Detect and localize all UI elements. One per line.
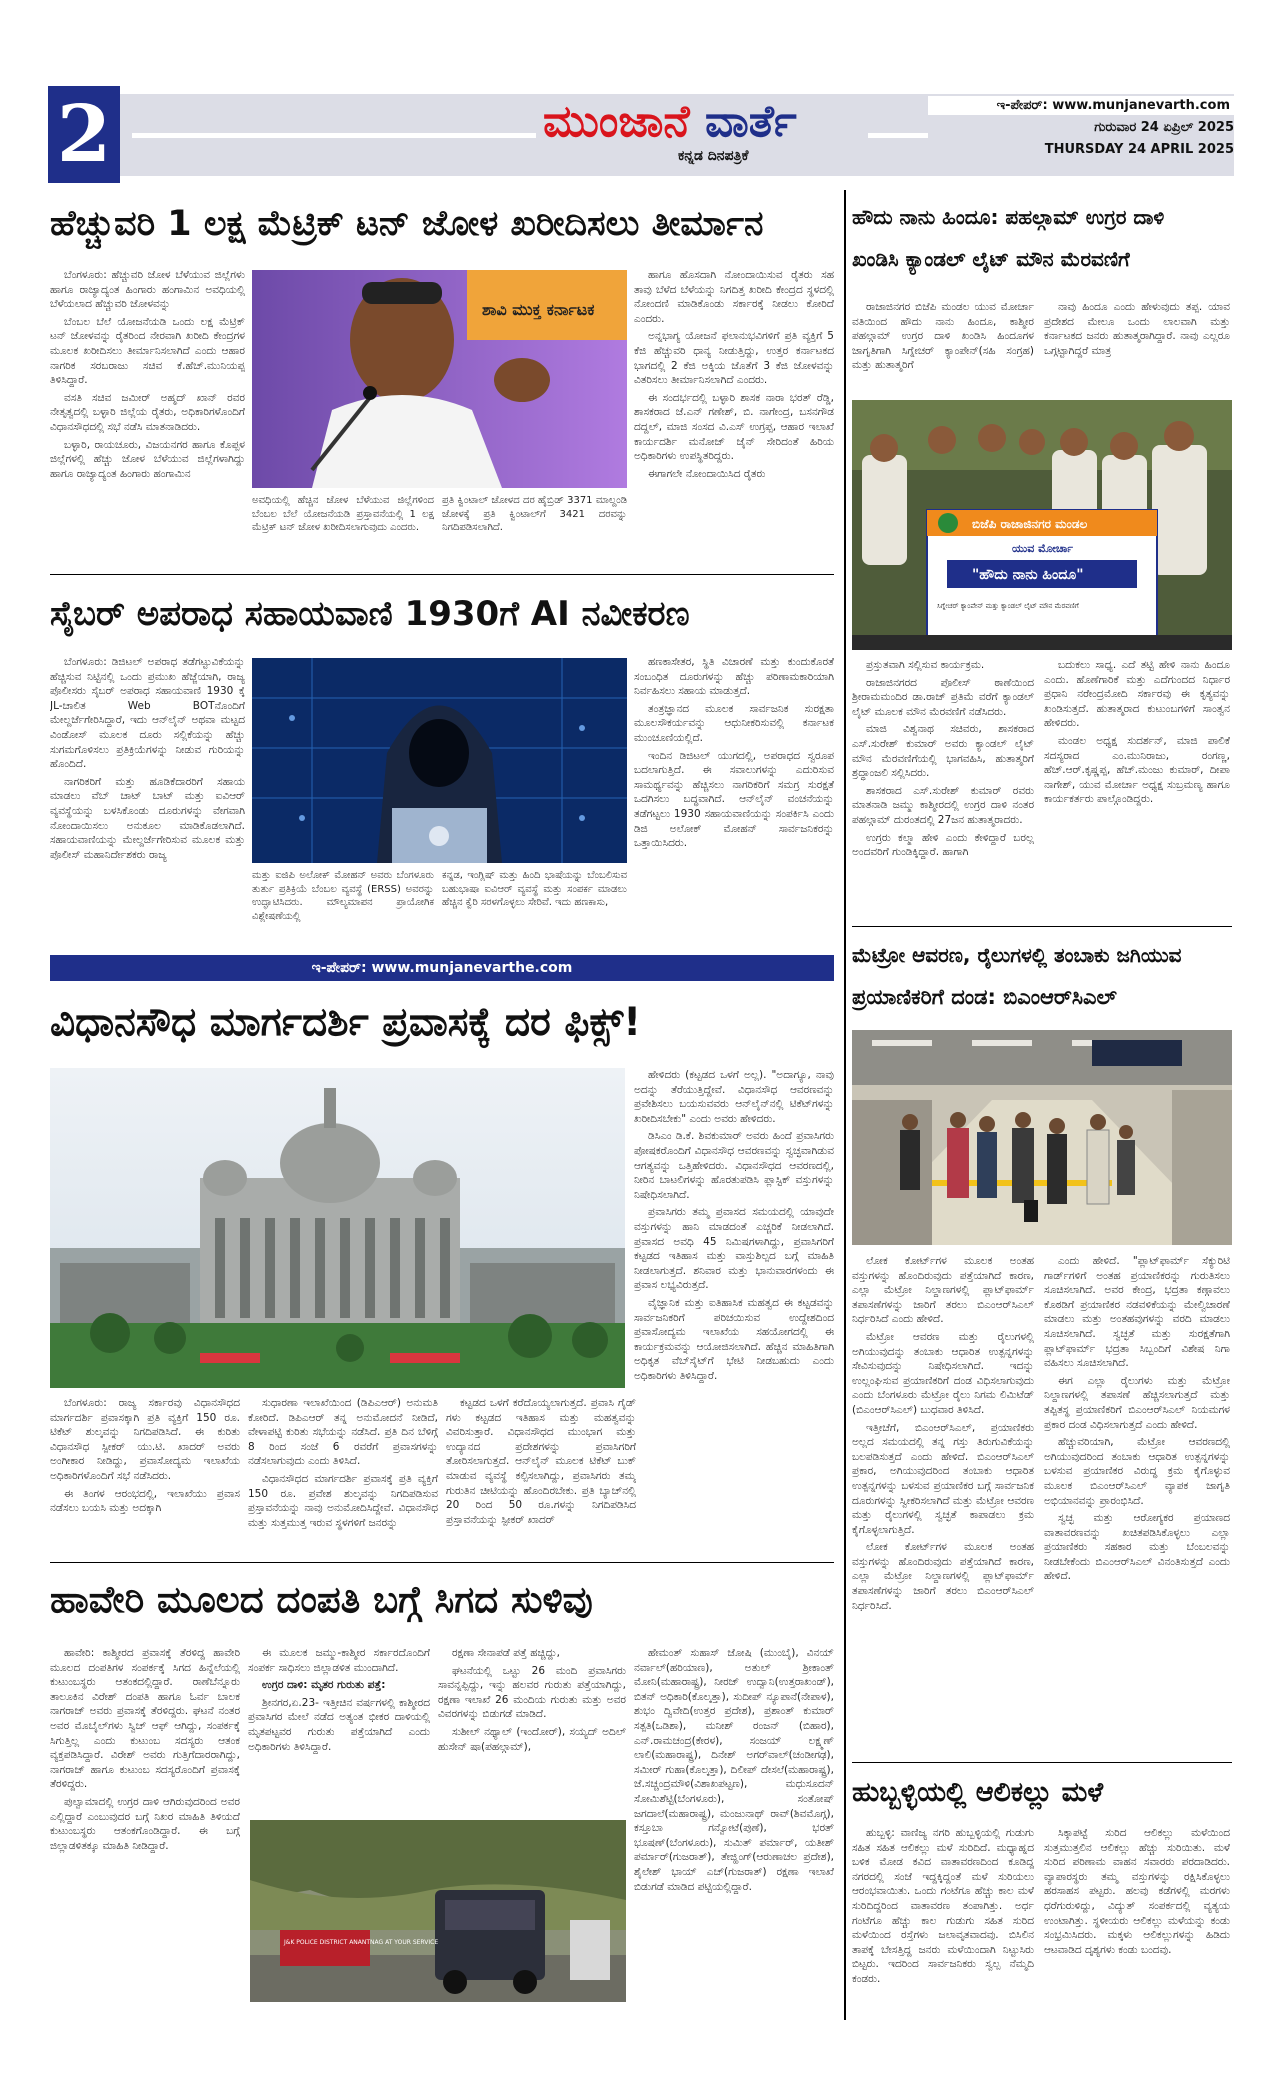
paragraph: ಈಗ ಎಲ್ಲಾ ರೈಲುಗಳು ಮತ್ತು ಮೆಟ್ರೋ ನಿಲ್ದಾಣಗಳಲ್ಲಿ ತಪಾಸಣೆ ಹೆಚ್ಚಿಸಲಾಗುತ್ತದೆ ಮತ್ತು ತಪ್ಪಿತಸ್ಥ ಪ್ರಯಾಣಿಕರಿಗೆ ಬಿಎಂಆರ್‌ಸಿಎಲ್ ನಿಯಮಗಳ ಪ್ರಕಾರ ದಂಡ ವಿಧಿಸಲಾಗುತ್ತದೆ ಎಂದು ಹೇಳಿದೆ. [1044, 1374, 1230, 1431]
story4-col4 [634, 1646, 834, 2006]
story2-photo [252, 658, 627, 863]
story2-photo-caption: ಮತ್ತು ಐಜಿಪಿ ಅಲೋಕ್ ಮೋಹನ್ ಅವರು ಬೆಂಗಳೂರು ತುರ್ತು ಪ್ರತಿಕ್ರಿಯೆ ಬೆಂಬಲ ವ್ಯವಸ್ಥೆ (ERSS) ಅವರನ್ನು ಉದ್ಘಾಟಿಸಿದರು. ಮೌಲ್ಯಮಾಪನ ಪ್ರಾಯೋಗಿಕ ವಿಶ್ಲೇಷಣೆಯಲ್ಲಿ [252, 870, 434, 922]
story3-right-col [634, 1068, 834, 1388]
story3-photo [50, 1068, 625, 1388]
story4-headline: ಹಾವೇರಿ ಮೂಲದ ದಂಪತಿ ಬಗ್ಗೆ ಸಿಗದ ಸುಳಿವು [50, 1578, 593, 1621]
paragraph: ರಾಜಾಜಿನಗರ ಬಿಜೆಪಿ ಮಂಡಲ ಯುವ ಮೋರ್ಚಾ ವತಿಯಿಂದ ಹೌದು ನಾನು ಹಿಂದೂ, ಕಾಶ್ಮೀರ ಪಹಲ್ಗಾಮ್ ಉಗ್ರರ ದಾಳಿ ಖಂಡಿಸಿ ಹಿಂದೂಗಳ ಜಾಗೃತಿಗಾಗಿ ಸಿಗ್ನೇಚರ್ ಕ್ಯಾಂಪೇನ್(ಸಹಿ ಸಂಗ್ರಹ) ಮತ್ತು ಹುತಾತ್ಮರಿಗೆ [852, 301, 1034, 372]
story4-col1 [50, 1646, 240, 2006]
paragraph: ಶ್ರೀನಗರ,ಏ.23- ಇತ್ತೀಚಿನ ವರ್ಷಗಳಲ್ಲಿ ಕಾಶ್ಮೀರದ ಪ್ರವಾಸಿಗರ ಮೇಲೆ ನಡೆದ ಅತ್ಯಂತ ಭೀಕರ ದಾಳಿಯಲ್ಲಿ ಮೃತಪಟ್ಟವರ ಗುರುತು ಪತ್ತೆಯಾಗಿದೆ ಎಂದು ಅಧಿಕಾರಿಗಳು ತಿಳಿಸಿದ್ದಾರೆ. [248, 1696, 430, 1753]
paragraph: ಹಾವೇರಿ: ಕಾಶ್ಮೀರದ ಪ್ರವಾಸಕ್ಕೆ ತೆರಳಿದ್ದ ಹಾವೇರಿ ಮೂಲದ ದಂಪತಿಗಳ ಸಂಪರ್ಕಕ್ಕೆ ಸಿಗದ ಹಿನ್ನೆಲೆಯಲ್ಲಿ ಕುಟುಂಬಸ್ಥರು ಆತಂಕದಲ್ಲಿದ್ದಾರೆ. ರಾಣೆಬೆನ್ನೂರು ತಾಲೂಕಿನ ವಿರೇಶ್ ದಂಪತಿ ಹಾಗೂ ಓರ್ವ ಬಾಲಕ ನಾಗರಾಜ್ ಅವರು ಪ್ರವಾಸಕ್ಕೆ ತೆರಳಿದ್ದರು. ಘಟನೆ ನಂತರ ಅವರ ಮೊಬೈಲ್‌ಗಳು ಸ್ವಿಚ್ ಆಫ್ ಆಗಿದ್ದು, ಸಂಪರ್ಕಕ್ಕೆ ಸಿಗುತ್ತಿಲ್ಲ ಎಂದು ಕುಟುಂಬ ಸದಸ್ಯರು ಆತಂಕ ವ್ಯಕ್ತಪಡಿಸಿದ್ದಾರೆ. ವಿರೇಶ್ ಅವರು ಗುತ್ತಿಗೆದಾರರಾಗಿದ್ದು, ನಾಗರಾಜ್ ಹಾಗೂ ಕುಟುಂಬ ಸದಸ್ಯರೊಂದಿಗೆ ಪ್ರವಾಸಕ್ಕೆ ತೆರಳಿದ್ದರು. [50, 1647, 240, 1791]
paragraph: ಇತ್ತೀಚೆಗೆ, ಬಿಎಂಆರ್‌ಸಿಎಲ್, ಪ್ರಯಾಣಿಕರು ಅಲ್ಲದ ಸಮಯದಲ್ಲಿ ತನ್ನ ಗಸ್ತು ತಿರುಗುವಿಕೆಯನ್ನು ಬಲಪಡಿಸುತ್ತದೆ ಎಂದು ಹೇಳಿದೆ. ಬಿಎಂಆರ್‌ಸಿಎಲ್ ಪ್ರಕಾರ, ಅಗಿಯುವುದರಿಂದ ತಂಬಾಕು ಆಧಾರಿತ ಉತ್ಪನ್ನಗಳನ್ನು ಬಳಸುವ ಪ್ರಯಾಣಿಕರ ಬಗ್ಗೆ ಸಾರ್ವಜನಿಕ ದೂರುಗಳನ್ನು ಸ್ವೀಕರಿಸಲಾಗಿದೆ ಮತ್ತು ಮೆಟ್ರೋ ಆವರಣ ಮತ್ತು ರೈಲುಗಳಲ್ಲಿ ಸ್ವಚ್ಛತೆ ಕಾಪಾಡಲು ಕ್ರಮ ಕೈಗೊಳ್ಳಲಾಗುತ್ತಿದೆ. [852, 1421, 1034, 1536]
paragraph: ಹಾಗೂ ಹೊಸದಾಗಿ ನೋಂದಾಯಿಸುವ ರೈತರು ಸಹ ತಾವು ಬೆಳೆದ ಬೆಳೆಯನ್ನು ನಿಗದಿತ್ತ ಖರೀದಿ ಕೇಂದ್ರದ ಸ್ಥಳದಲ್ಲಿ ನೋಂದಣಿ ಮಾಡಿಕೊಂಡು ಸರ್ಕಾರಕ್ಕೆ ನೀಡಲು ಕೋರಿದೆ ಎಂದರು. [634, 269, 834, 325]
story6-col2 [1044, 1254, 1230, 1754]
epaper-bar[interactable] [50, 955, 834, 981]
masthead-tagline: ಕನ್ನಡ ದಿನಪತ್ರಿಕೆ [678, 148, 749, 164]
paragraph: ಈ ಸಂದರ್ಭದಲ್ಲಿ ಬಳ್ಳಾರಿ ಶಾಸಕ ನಾರಾ ಭರತ್ ರೆಡ್ಡಿ, ಶಾಸಕರಾದ ಜೆ.ಎನ್ ಗಣೇಶ್, ಬಿ. ನಾಗೇಂದ್ರ, ಬಸನಗೌಡ ದದ್ದಲ್, ಮಾಜಿ ಸಂಸದ ವಿ.ಎಸ್ ಉಗ್ರಪ್ಪ, ಆಹಾರ ಇಲಾಖೆ ಕಾರ್ಯದರ್ಶಿ ಮನೋಜ್ ಜೈನ್ ಸೇರಿದಂತೆ ಹಿರಿಯ ಅಧಿಕಾರಿಗಳು ಉಪಸ್ಥಿತರಿದ್ದರು. [634, 391, 834, 463]
photo-sign-text: J&K POLICE DISTRICT ANANTNAG AT YOUR SERVICE [284, 1939, 439, 1946]
paragraph: ಹಣಕಾಸೇತರ, ಸ್ಥಿತಿ ವಿಚಾರಣೆ ಮತ್ತು ಕುಂದುಕೊರತೆ ಸಂಬಂಧಿತ ದೂರುಗಳನ್ನು ಹೆಚ್ಚು ಪರಿಣಾಮಕಾರಿಯಾಗಿ ನಿರ್ವಹಿಸಲು ಸಹಾಯ ಮಾಡುತ್ತದೆ. [634, 656, 834, 698]
story7-col1 [852, 1826, 1034, 2006]
paragraph: ಪುಲ್ವಾಮಾದಲ್ಲಿ ಉಗ್ರರ ದಾಳಿ ಆಗಿರುವುದರಿಂದ ಅವರ ಎಲ್ಲಿದ್ದಾರೆ ಎಂಬುವುದರ ಬಗ್ಗೆ ನಿಖರ ಮಾಹಿತಿ ತಿಳಿಯದೆ ಕುಟುಂಬಸ್ಥರು ಆತಂಕಗೊಂಡಿದ್ದಾರೆ. ಈ ಬಗ್ಗೆ ಜಿಲ್ಲಾಡಳಿತಕ್ಕೂ ಮಾಹಿತಿ ನೀಡಿದ್ದಾರೆ. [50, 1795, 240, 1852]
column-divider [844, 190, 846, 2020]
paragraph: ತಂತ್ರಜ್ಞಾನದ ಮೂಲಕ ಸಾರ್ವಜನಿಕ ಸುರಕ್ಷತಾ ಮೂಲಸೌಕರ್ಯವನ್ನು ಆಧುನೀಕರಿಸುವಲ್ಲಿ ಕರ್ನಾಟಕ ಮುಂಚೂಣಿಯಲ್ಲಿದೆ. [634, 702, 834, 744]
paragraph: ಬಳ್ಳಾರಿ, ರಾಯಚೂರು, ವಿಜಯನಗರ ಹಾಗೂ ಕೊಪ್ಪಳ ಜಿಲ್ಲೆಗಳಲ್ಲಿ ಹೆಚ್ಚು ಜೋಳ ಬೆಳೆಯುವ ಜಿಲ್ಲೆಗಳಾಗಿದ್ದು ಹಾಗೂ ರಾಜ್ಯಾದ್ಯಂತ ಹಿಂಗಾರು ಹಂಗಾಮಿನ [50, 438, 245, 480]
paragraph: ವಸತಿ ಸಚಿವ ಜಮೀರ್ ಅಹ್ಮದ್ ಖಾನ್ ರವರ ನೇತೃತ್ವದಲ್ಲಿ ಬಳ್ಳಾರಿ ಜಿಲ್ಲೆಯ ರೈತರು, ಅಧಿಕಾರಿಗಳೊಂದಿಗೆ ವಿಧಾನಸೌಧದಲ್ಲಿ ಸಭೆ ನಡೆಸಿ ಮಾತನಾಡಿದರು. [50, 391, 245, 433]
story4-col2 [248, 1646, 430, 1816]
story1-photo [252, 270, 627, 488]
paragraph: ನಾವು ಹಿಂದೂ ಎಂದು ಹೇಳುವುದು ತಪ್ಪ. ಯಾವ ಪ್ರದೇಶದ ಮೇಲೂ ಒಂದು ಲಾಲವಾಗಿ ಮತ್ತು ಕರ್ನಾಟಕದ ಜನರು ಹುತಾತ್ಮರಾಗಿದ್ದಾರೆ. ನಾವು ಎಲ್ಲರೂ ಒಗ್ಗಟ್ಟಾಗಿದ್ದರೆ ಮಾತ್ರ [1044, 301, 1230, 357]
separator [852, 926, 1232, 927]
story1-col1 [50, 268, 245, 568]
story7-col2 [1044, 1826, 1230, 2006]
story4-col3 [438, 1646, 626, 1816]
paragraph: ಘಟನೆಯಲ್ಲಿ ಒಟ್ಟು 26 ಮಂದಿ ಪ್ರವಾಸಿಗರು ಸಾವನ್ನಪ್ಪಿದ್ದು, ಇನ್ನು ಹಲವರ ಗುರುತು ಪತ್ತೆಯಾಗಿದ್ದು, ರಕ್ಷಣಾ ಇಲಾಖೆ 26 ಮಂದಿಯ ಗುರುತು ಮತ್ತು ಅವರ ವಿವರಗಳನ್ನು ಬಿಡುಗಡೆ ಮಾಡಿದೆ. [438, 1664, 626, 1721]
masthead-line-right [868, 133, 928, 138]
epaper-link-top[interactable]: ಇ-ಪೇಪರ್: www.munjanevarth.com [928, 96, 1234, 115]
masthead [48, 86, 1234, 183]
story5-col1 [852, 300, 1034, 396]
story5-headline-line1: ಹೌದು ನಾನು ಹಿಂದೂ: ಪಹಲ್ಗಾಮ್ ಉಗ್ರರ ದಾಳಿ [852, 205, 1165, 229]
masthead-title [543, 94, 943, 150]
paragraph: ಇಂದಿನ ಡಿಜಿಟಲ್ ಯುಗದಲ್ಲಿ, ಅಪರಾಧದ ಸ್ವರೂಪ ಬದಲಾಗುತ್ತಿದೆ. ಈ ಸವಾಲುಗಳನ್ನು ಎದುರಿಸುವ ಸಾಮರ್ಥ್ಯವನ್ನು ಹೆಚ್ಚಿಸಲು ನಾಗರಿಕರಿಗೆ ಸಮಗ್ರ ಸುರಕ್ಷತೆ ಒದಗಿಸಲು ಬದ್ಧವಾಗಿದೆ. ಆನ್‌ಲೈನ್ ವಂಚನೆಯನ್ನು ತಡೆಗಟ್ಟಲು 1930 ಸಹಾಯವಾಣಿಯನ್ನು ಸಂಪರ್ಕಿಸಿ ಎಂದು ಡಿಜಿ ಅಲೋಕ್ ಮೋಹನ್ ಸಾರ್ವಜನಿಕರನ್ನು ಒತ್ತಾಯಿಸಿದರು. [634, 749, 834, 850]
paragraph: ನಾಗರಿಕರಿಗೆ ಮತ್ತು ಹೂಡಿಕೆದಾರರಿಗೆ ಸಹಾಯ ಮಾಡಲು ವೆಬ್ ಚಾಟ್ ಬಾಟ್ ಮತ್ತು ಐವಿಆರ್ ವ್ಯವಸ್ಥೆಯನ್ನು ಬಳಸಿಕೊಂಡು ದೂರುಗಳನ್ನು ವೇಗವಾಗಿ ನೋಂದಾಯಿಸಲು ಅನುಕೂಲ ಮಾಡಿಕೊಡಲಾಗಿದೆ. ಸಹಾಯವಾಣಿಯನ್ನು ಮೇಲ್ದರ್ಜೆಗೇರಿಸುವ ಮೂಲಕ ಮತ್ತು ಪೊಲೀಸ್ ಮಹಾನಿರ್ದೇಶಕರು ರಾಜ್ಯ [50, 775, 245, 861]
separator [50, 574, 834, 575]
story4-photo [250, 1820, 626, 2002]
paragraph: ಹೆಚ್ಚುವರಿಯಾಗಿ, ಮೆಟ್ರೋ ಆವರಣದಲ್ಲಿ ಅಗಿಯುವುದರಿಂದ ತಂಬಾಕು ಆಧಾರಿತ ಉತ್ಪನ್ನಗಳನ್ನು ಬಳಸುವ ಪ್ರಯಾಣಿಕರ ವಿರುದ್ಧ ಕ್ರಮ ಕೈಗೊಳ್ಳುವ ಮೂಲಕ ಬಿಎಂಆರ್‌ಸಿಎಲ್ ವ್ಯಾಪಕ ಜಾಗೃತಿ ಅಭಿಯಾನವನ್ನು ಪ್ರಾರಂಭಿಸಿದೆ. [1044, 1436, 1230, 1507]
photo-banner-text: ಶಾವಿ ಮುಕ್ತ ಕರ್ನಾಟಕ [482, 300, 595, 319]
banner-sub-text: ಯುವ ಮೋರ್ಚಾ [1012, 542, 1073, 555]
paragraph: ಬೆಂಗಳೂರು: ರಾಜ್ಯ ಸರ್ಕಾರವು ವಿಧಾನಸೌಧದ ಮಾರ್ಗದರ್ಶಿ ಪ್ರವಾಸಕ್ಕಾಗಿ ಪ್ರತಿ ವ್ಯಕ್ತಿಗೆ 150 ರೂ. ಟಿಕೆಟ್ ಶುಲ್ಕವನ್ನು ನಿಗದಿಪಡಿಸಿದೆ. ಈ ಕುರಿತು ವಿಧಾನಸೌಧ ಸ್ಪೀಕರ್ ಯು.ಟಿ. ಖಾದರ್ ಅವರು ಅಂಗೀಕಾರ ನೀಡಿದ್ದು, ಪ್ರವಾಸೋದ್ಯಮ ಇಲಾಖೆಯ ಅಧಿಕಾರಿಗಳೊಂದಿಗೆ ಸಭೆ ನಡೆಸಿದರು. [50, 1397, 240, 1482]
story6-col1 [852, 1254, 1034, 1754]
separator [852, 1762, 1232, 1763]
title-part1: ಮುಂಜಾನೆ [543, 96, 690, 147]
page-number-box [48, 86, 120, 183]
story7-headline: ಹುಬ್ಬಳ್ಳಿಯಲ್ಲಿ ಆಲಿಕಲ್ಲು ಮಳೆ [852, 1777, 1104, 1808]
story2-col3 [634, 655, 834, 945]
paragraph: ಡಿಸಿಎಂ ಡಿ.ಕೆ. ಶಿವಕುಮಾರ್ ಅವರು ಹಿಂದೆ ಪ್ರವಾಸಿಗರು ಪೋಷಕರೊಂದಿಗೆ ವಿಧಾನಸೌಧ ಆವರಣವನ್ನು ಸ್ವಚ್ಛವಾಗಿಡುವ ಆಗತ್ಯವನ್ನು ಒತ್ತಿಹೇಳಿದರು. ವಿಧಾನಸೌಧದ ಆವರಣದಲ್ಲಿ, ನೀರಿನ ಬಾಟಲಿಗಳನ್ನು ಹೊರತುಪಡಿಸಿ ಪ್ಲಾಸ್ಟಿಕ್ ವಸ್ತುಗಳನ್ನು ನಿಷೇಧಿಸಲಾಗಿದೆ. [634, 1130, 834, 1201]
epaper-bar-text: ಇ-ಪೇಪರ್: www.munjanevarthe.com [311, 960, 573, 976]
date-kannada: ಗುರುವಾರ 24 ಏಪ್ರಿಲ್ 2025 [1094, 120, 1234, 135]
story2-col1 [50, 655, 245, 945]
story3-bottom-col1 [50, 1396, 240, 1556]
story1-col3 [634, 268, 834, 568]
story6-headline-line1: ಮೆಟ್ರೋ ಆವರಣ, ರೈಲುಗಳಲ್ಲಿ ತಂಬಾಕು ಜಗಿಯುವ [852, 943, 1182, 967]
story1-photo-caption: ಅವಧಿಯಲ್ಲಿ ಹೆಚ್ಚಿನ ಜೋಳ ಬೆಳೆಯುವ ಜಿಲ್ಲೆಗಳಿಂದ ಬೆಂಬಲ ಬೆಲೆ ಯೋಜನೆಯಡಿ ಪ್ರಸ್ತಾವನೆಯಲ್ಲಿ 1 ಲಕ್ಷ ಮೆಟ್ರಿಕ್ ಟನ್ ಜೋಳ ಖರೀದಿಸಲಾಗುವುದು ಎಂದರು. [252, 495, 434, 533]
paragraph: ಸ್ವಚ್ಛ ಮತ್ತು ಆರೋಗ್ಯಕರ ಪ್ರಯಾಣದ ವಾತಾವರಣವನ್ನು ಖಚಿತಪಡಿಸಿಕೊಳ್ಳಲು ಎಲ್ಲಾ ಪ್ರಯಾಣಿಕರು ಸಹಕಾರ ಮತ್ತು ಬೆಂಬಲವನ್ನು ನೀಡಬೇಕೆಂದು ಬಿಎಂಆರ್‌ಸಿಎಲ್ ವಿನಂತಿಸುತ್ತದೆ ಎಂದು ಹೇಳಿದೆ. [1044, 1512, 1230, 1583]
story6-photo [852, 1030, 1232, 1245]
banner-main-text: "ಹೌದು ನಾನು ಹಿಂದೂ" [972, 567, 1084, 583]
story6-headline-line2: ಪ್ರಯಾಣಿಕರಿಗೆ ದಂಡ: ಬಿಎಂಆರ್‌ಸಿಎಲ್ [852, 985, 1117, 1009]
story1-photo-caption2: ಪ್ರತಿ ಕ್ವಿಂಟಾಲ್ ಜೋಳದ ದರ ಹೈಬ್ರಿಡ್ 3371 ಮಾಲ್ದಂಡಿ ಜೋಳಕ್ಕೆ ಪ್ರತಿ ಕ್ವಿಂಟಾಲ್‌ಗೆ 3421 ದರವನ್ನು ನಿಗದಿಪಡಿಸಲಾಗಿದೆ. [442, 495, 627, 533]
paragraph: ಹೇಮಂತ್ ಸುಹಾಸ್ ಜೋಷಿ (ಮುಂಬೈ), ವಿನಯ್ ನರ್ವಾಲ್(ಹರಿಯಾಣ), ಅತುಲ್ ಶ್ರೀಕಾಂತ್ ಮೋನಿ(ಮಹಾರಾಷ್ಟ್ರ), ನೀರಜ್ ಉದ್ವಾನಿ(ಉತ್ತರಾಖಂಡ್), ಬಿತನ್ ಅಧಿಕಾರಿ(ಕೊಲ್ಕತ್ತಾ), ಸುದೀಪ್ ನ್ಯೂಪಾನೆ(ನೇಪಾಳ), ಶುಭಂ ದ್ವಿವೇದಿ(ಉತ್ತರ ಪ್ರದೇಶ), ಪ್ರಶಾಂತ್ ಕುಮಾರ್ ಸತ್ಪತಿ(ಒಡಿಶಾ), ಮನೀಶ್ ರಂಜನ್ (ಬಿಹಾರ), ಎನ್.ರಾಮಚಂದ್ರ(ಕೇರಳ), ಸಂಜಯ್ ಲಕ್ಷ್ಮಣ್ ಲಾಲಿ(ಮಹಾರಾಷ್ಟ್ರ), ದಿನೇಶ್ ಅಗರ್‌ವಾಲ್(ಚಂಡೀಗಢ), ಸಮೀರ್ ಗುಹಾ(ಕೊಲ್ಕತ್ತಾ), ದಿಲೀಪ್ ದೇಸಲೆ(ಮಹಾರಾಷ್ಟ್ರ), ಜೆ.ಸಚ್ಚಂದ್ರಮೌಳಿ(ವಿಶಾಖಪಟ್ಟಣ), ಮಧುಸೂದನ್ ಸೋಮಿಶೆಟ್ಟಿ(ಬೆಂಗಳೂರು), ಸಂತೋಷ್ ಜಗದಾಲೆ(ಮಹಾರಾಷ್ಟ್ರ), ಮಂಜುನಾಥ್ ರಾವ್(ಶಿವಮೊಗ್ಗ), ಕಸ್ತೂಬಾ ಗನ್ವೋಟೆ(ಪುಣೆ), ಭರತ್ ಭೂಷಣ್(ಬೆಂಗಳೂರು), ಸುಮಿತ್ ಪರ್ಮಾರ್, ಯತೀಶ್ ಪರ್ಮಾರ್(ಗುಜರಾತ್), ತೇಜ್ಹಿಂಗ್(ಆರುಣಾಚಲ ಪ್ರದೇಶ), ಶೈಲೇಶ್ ಭಾಯ್ ಎಚ್(ಗುಜರಾತ್) ರಕ್ಷಣಾ ಇಲಾಖೆ ಬಿಡುಗಡೆ ಮಾಡಿದ ಪಟ್ಟಿಯಲ್ಲಿದ್ದಾರೆ. [634, 1647, 834, 1893]
story5-col1b [852, 658, 1034, 918]
paragraph: ಸುಧಾರಣಾ ಇಲಾಖೆಯಿಂದ (ಡಿಪಿಎಆರ್) ಅನುಮತಿ ಕೋರಿದೆ. ಡಿಪಿಎಆರ್ ತನ್ನ ಅನುಮೋದನೆ ನೀಡಿದೆ, ವೇಳಾಪಟ್ಟಿ ಕುರಿತು ಸಭೆಯನ್ನು ನಡೆಸಿದೆ. ಪ್ರತಿ ದಿನ ಬೆಳಿಗ್ಗೆ 8 ರಿಂದ ಸಂಜೆ 6 ರವರೆಗೆ ಪ್ರವಾಸಗಳನ್ನು ನಡೆಸಲಾಗುವುದು ಎಂದು ತಿಳಿಸಿದೆ. [248, 1397, 438, 1468]
banner-top-text: ಬಿಜೆಪಿ ರಾಜಾಜಿನಗರ ಮಂಡಲ [972, 517, 1088, 531]
paragraph: ಸುಶೀಲ್ ನಥ್ಯಾಲ್ (ಇಂದೋರ್), ಸಯ್ಯದ್ ಅದಿಲ್ ಹುಸೇನ್ ಷಾ(ಪಹಲ್ಗಾಮ್), [438, 1725, 626, 1753]
paragraph: ಲೋಕ ಕೋರ್ಟ್‌ಗಳ ಮೂಲಕ ಅಂತಹ ವಸ್ತುಗಳನ್ನು ಹೊಂದಿರುವುದು ಪತ್ತೆಯಾಗಿದೆ ಕಾರಣ, ಎಲ್ಲಾ ಮೆಟ್ರೋ ನಿಲ್ದಾಣಗಳಲ್ಲಿ ಪ್ಲಾಟ್‌ಫಾರ್ಮ್ ತಪಾಸಣೆಗಳನ್ನು ಜಾರಿಗೆ ತರಲು ಬಿಎಂಆರ್‌ಸಿಎಲ್ ನಿರ್ಧರಿಸಿದೆ ಎಂದು ಹೇಳಿದೆ. [852, 1255, 1034, 1326]
story1-headline: ಹೆಚ್ಚುವರಿ 1 ಲಕ್ಷ ಮೆಟ್ರಿಕ್ ಟನ್ ಜೋಳ ಖರೀದಿಸಲು ತೀರ್ಮಾನ [50, 204, 764, 244]
subheading: ಉಗ್ರರ ದಾಳಿ: ಮೃತರ ಗುರುತು ಪತ್ತೆ: [262, 1679, 386, 1692]
story5-col2 [1044, 300, 1230, 396]
paragraph: ಬೆಂಗಳೂರು: ಡಿಜಿಟಲ್ ಅಪರಾಧ ತಡೆಗಟ್ಟುವಿಕೆಯನ್ನು ಹೆಚ್ಚಿಸುವ ನಿಟ್ಟಿನಲ್ಲಿ ಒಂದು ಪ್ರಮುಖ ಹೆಜ್ಜೆಯಾಗಿ, ರಾಜ್ಯ ಪೊಲೀಸರು ಸೈಬರ್ ಅಪರಾಧ ಸಹಾಯವಾಣಿ 1930 ಕ್ಕೆ JL-ಚಾಲಿತ Web BOTನೊಂದಿಗೆ ಮೇಲ್ದರ್ಜೆಗೇರಿಸಿದ್ದಾರೆ, ಇದು ಆನ್‌ಲೈನ್ ಅಥವಾ ಮಟ್ಟದ ವಿಂಡೋಸ್ ಮೂಲಕ ದೂರು ಸಲ್ಲಿಕೆಯನ್ನು ಹೆಚ್ಚು ಸುಗಮಗೊಳಿಸಲು ಪ್ರತಿಕ್ರಿಯೆಗಳನ್ನು ನೀಡುವ ಗುರಿಯನ್ನು ಹೊಂದಿದೆ. [50, 656, 245, 771]
paragraph: ಹುಬ್ಬಳ್ಳಿ: ವಾಣಿಜ್ಯ ನಗರಿ ಹುಬ್ಬಳ್ಳಿಯಲ್ಲಿ ಗುಡುಗು ಸಹಿತ ಸಹಿತ ಆಲಿಕಲ್ಲು ಮಳೆ ಸುರಿದಿದೆ. ಮಧ್ಯಾಹ್ನದ ಬಳಿಕ ಮೋಡ ಕವಿದ ವಾತಾವರಣದಿಂದ ಕೂಡಿದ್ದ ನಗರದಲ್ಲಿ ಸಂಜೆ ಇದ್ದಕ್ಕಿದ್ದಂತೆ ಮಳೆ ಸುರಿಯಲು ಆರಂಭವಾಯಿತು. ಒಂದು ಗಂಟೆಗೂ ಹೆಚ್ಚು ಕಾಲ ಮಳೆ ಸುರಿದಿದ್ದರಿಂದ ವಾತಾವರಣ ತಂಪಾಗಿತ್ತು. ಅರ್ಧ ಗಂಟೆಗೂ ಹೆಚ್ಚು ಕಾಲ ಗುಡುಗು ಸಹಿತ ಸುರಿದ ಮಳೆಯಿಂದ ರಸ್ತೆಗಳು ಜಲಾವೃತವಾದವು. ಬಿಸಿಲಿನ ತಾಪಕ್ಕೆ ಬೇಸತ್ತಿದ್ದ ಜನರು ಮಳೆಯಿಂದಾಗಿ ನಿಟ್ಟುಸಿರು ಬಿಟ್ಟರು. ಇದರಿಂದ ಸಾರ್ವಜನಿಕರು ಸ್ವಲ್ಪ ನೆಮ್ಮದಿ ಕಂಡರು. [852, 1827, 1034, 1985]
story5-headline-line2: ಖಂಡಿಸಿ ಕ್ಯಾಂಡಲ್ ಲೈಟ್ ಮೌನ ಮೆರವಣಿಗೆ [852, 247, 1130, 271]
paragraph: ಸಿಕ್ಕಾಪಟ್ಟೆ ಸುರಿದ ಆಲಿಕಲ್ಲು ಮಳೆಯಿಂದ ಸುತ್ತಮುತ್ತಲಿನ ಆಲಿಕಲ್ಲು ಹೆಚ್ಚು ಸುರಿಯಿತು. ಮಳೆ ಸುರಿದ ಪರಿಣಾಮ ವಾಹನ ಸವಾರರು ಪರದಾಡಿದರು. ವ್ಯಾಪಾರಸ್ಥರು ತಮ್ಮ ವಸ್ತುಗಳನ್ನು ರಕ್ಷಿಸಿಕೊಳ್ಳಲು ಹರಸಾಹಸ ಪಟ್ಟರು. ಹಲವು ಕಡೆಗಳಲ್ಲಿ ಮರಗಳು ಧರೆಗುರುಳಿದ್ದು, ವಿದ್ಯುತ್ ಸಂಪರ್ಕದಲ್ಲಿ ವ್ಯತ್ಯಯ ಉಂಟಾಗಿತ್ತು. ಸ್ಥಳೀಯರು ಆಲಿಕಲ್ಲು ಮಳೆಯನ್ನು ಕಂಡು ಸಂಭ್ರಮಿಸಿದರು. ಮಕ್ಕಳು ಆಲಿಕಲ್ಲುಗಳನ್ನು ಹಿಡಿದು ಆಟವಾಡಿದ ದೃಶ್ಯಗಳು ಕಂಡು ಬಂದವು. [1044, 1827, 1230, 1956]
separator [50, 1562, 834, 1563]
paragraph: ವಿಧಾನಸೌಧದ ಮಾರ್ಗದರ್ಶಿ ಪ್ರವಾಸಕ್ಕೆ ಪ್ರತಿ ವ್ಯಕ್ತಿಗೆ 150 ರೂ. ಪ್ರವೇಶ ಶುಲ್ಕವನ್ನು ನಿಗದಿಪಡಿಸುವ ಪ್ರಸ್ತಾವನೆಯನ್ನು ನಾವು ಅನುಮೋದಿಸಿದ್ದೇವೆ. ವಿಧಾನಸೌಧ ಮತ್ತು ಸುತ್ತಮುತ್ತ ಇರುವ ಸ್ಥಳಗಳಿಗೆ ಜನರನ್ನು [248, 1472, 438, 1529]
paragraph: ಅನ್ನಭಾಗ್ಯ ಯೋಜನೆ ಫಲಾನುಭವಿಗಳಿಗೆ ಪ್ರತಿ ವ್ಯಕ್ತಿಗೆ 5 ಕೆಜಿ ಹೆಚ್ಚುವರಿ ಧಾನ್ಯ ನೀಡುತ್ತಿದ್ದು, ಉತ್ತರ ಕರ್ನಾಟಕದ ಭಾಗದಲ್ಲಿ 2 ಕೆಜಿ ಅಕ್ಕಿಯ ಜೊತೆಗೆ 3 ಕೆಜಿ ಜೋಳವನ್ನು ವಿತರಿಸಲು ತೀರ್ಮಾನಿಸಲಾಗಿದೆ ಎಂದರು. [634, 330, 834, 387]
paragraph: ಈಗಾಗಲೇ ನೋಂದಾಯಿಸಿದ ರೈತರು [648, 467, 766, 480]
paragraph: ಮಂಡಲ ಅಧ್ಯಕ್ಷ ಸುದರ್ಶನ್, ಮಾಜಿ ಪಾಲಿಕೆ ಸದಸ್ಯರಾದ ಎಂ.ಮುನಿರಾಜು, ರಂಗಣ್ಣ, ಹೆಚ್.ಆರ್.ಕೃಷ್ಣಪ್ಪ, ಹೆಚ್.ಮಂಜು ಕುಮಾರ್, ದೀಪಾ ನಾಗೇಶ್, ಯುವ ಮೋರ್ಚಾ ಅಧ್ಯಕ್ಷ ಸುಬ್ರಮಣ್ಯ ಹಾಗೂ ಕಾರ್ಯಕರ್ತರು ಪಾಲ್ಗೊಂಡಿದ್ದರು. [1044, 734, 1230, 806]
paragraph: ಮೆಟ್ರೋ ಆವರಣ ಮತ್ತು ರೈಲುಗಳಲ್ಲಿ ಅಗಿಯುವುದನ್ನು ತಂಬಾಕು ಆಧಾರಿತ ಉತ್ಪನ್ನಗಳನ್ನು ಸೇವಿಸುವುದನ್ನು ನಿಷೇಧಿಸಲಾಗಿದೆ. ಇದನ್ನು ಉಲ್ಲಂಘಿಸುವ ಪ್ರಯಾಣಿಕರಿಗೆ ದಂಡ ವಿಧಿಸಲಾಗುವುದು ಎಂದು ಬೆಂಗಳೂರು ಮೆಟ್ರೋ ರೈಲು ನಿಗಮ ಲಿಮಿಟೆಡ್ (ಬಿಎಂಆರ್‌ಸಿಎಲ್) ಬುಧವಾರ ತಿಳಿಸಿದೆ. [852, 1330, 1034, 1416]
paragraph: ಬದುಕಲು ಸಾಧ್ಯ. ಎದೆ ತಟ್ಟಿ ಹೇಳಿ ನಾನು ಹಿಂದೂ ಎಂದು. ಹೊಣೆಗಾರಿಕೆ ಮತ್ತು ಎದೆಗುಂದದ ನಿರ್ಧಾರ ಪ್ರಧಾನಿ ನರೇಂದ್ರಮೋದಿ ಸರ್ಕಾರವು ಈ ಕೃತ್ಯವನ್ನು ಖಂಡಿಸುತ್ತದೆ. ಹುತಾತ್ಮರಾದ ಕುಟುಂಬಗಳಿಗೆ ಸಾಂತ್ವನ ಹೇಳಿದರು. [1044, 659, 1230, 730]
story5-photo [852, 400, 1232, 650]
banner-small-text: ಸಿಗ್ನೇಚರ್ ಕ್ಯಾಂಪೇನ್ ಮತ್ತು ಕ್ಯಾಂಡಲ್ ಲೈಟ್ ಮೌನ ಮೆರವಣಿಗೆ [937, 602, 1079, 610]
paragraph: ಹೇಳಿದರು (ಕಟ್ಟಡದ ಒಳಗೆ ಅಲ್ಲ). "ಅದಾಗ್ಯೂ, ನಾವು ಅದನ್ನು ತೆರೆಯುತ್ತಿದ್ದೇವೆ. ವಿಧಾನಸೌಧ ಆವರಣವನ್ನು ಪ್ರವೇಶಿಸಲು ಬಯಸುವವರು ಆನ್‌ಲೈನ್‌ನಲ್ಲಿ ಟಿಕೆಟ್‌ಗಳನ್ನು ಖರೀದಿಸಬೇಕು" ಎಂದು ಅವರು ಹೇಳಿದರು. [634, 1069, 834, 1125]
paragraph: ರಾಜಾಜಿನಗರದ ಪೊಲೀಸ್ ಠಾಣೆಯಿಂದ ಶ್ರೀರಾಮಮಂದಿರ ಡಾ.ರಾಜ್ ಪ್ರತಿಮೆ ವರೆಗೆ ಕ್ಯಾಂಡಲ್ ಲೈಟ್ ಮೂಲಕ ಮೌನ ಮೆರವಣಿಗೆ ನಡೆಸಿದರು. [852, 676, 1034, 718]
paragraph: ಉಗ್ರರು ಕಲ್ಮಾ ಹೇಳಿ ಎಂದು ಕೇಳಿದ್ದಾರೆ ಬರಲ್ಲ ಅಂದವರಿಗೆ ಗುಂಡಿಕ್ಕಿದ್ದಾರೆ. ಹಾಗಾಗಿ [852, 831, 1034, 859]
page-number: 2 [56, 89, 112, 180]
title-part2: ವಾರ್ತೆ [704, 96, 797, 147]
paragraph: ಪ್ರವಾಸಿಗರು ತಮ್ಮ ಪ್ರವಾಸದ ಸಮಯದಲ್ಲಿ ಯಾವುದೇ ವಸ್ತುಗಳನ್ನು ಹಾನಿ ಮಾಡದಂತೆ ಎಚ್ಚರಿಕೆ ನೀಡಲಾಗಿದೆ. ಪ್ರವಾಸದ ಅವಧಿ 45 ನಿಮಿಷಗಳಾಗಿದ್ದು, ಪ್ರವಾಸಿಗರಿಗೆ ಕಟ್ಟಡದ ಇತಿಹಾಸ ಮತ್ತು ವಾಸ್ತುಶಿಲ್ಪದ ಬಗ್ಗೆ ಮಾಹಿತಿ ನೀಡಲಾಗುತ್ತದೆ. ಶನಿವಾರ ಮತ್ತು ಭಾನುವಾರಗಳಂದು ಈ ಪ್ರವಾಸ ಲಭ್ಯವಿರುತ್ತದೆ. [634, 1206, 834, 1292]
story3-headline: ವಿಧಾನಸೌಧ ಮಾರ್ಗದರ್ಶಿ ಪ್ರವಾಸಕ್ಕೆ ದರ ಫಿಕ್ಸ್! [50, 1000, 642, 1045]
paragraph: ಈ ತಿಂಗಳ ಆರಂಭದಲ್ಲಿ, ಇಲಾಖೆಯು ಪ್ರವಾಸ ನಡೆಸಲು ಬಯಸಿ ಮತ್ತು ಅದಕ್ಕಾಗಿ [50, 1487, 240, 1515]
date-english: THURSDAY 24 APRIL 2025 [1044, 142, 1234, 157]
paragraph: ಬೆಂಬಲ ಬೆಲೆ ಯೋಜನೆಯಡಿ ಒಂದು ಲಕ್ಷ ಮೆಟ್ರಿಕ್ ಟನ್ ಜೋಳವನ್ನು ರೈತರಿಂದ ನೇರವಾಗಿ ಖರೀದಿ ಕೇಂದ್ರಗಳ ಮೂಲಕ ಖರೀದಿಸಲು ತೀರ್ಮಾನಿಸಲಾಗಿದೆ ಎಂದು ಆಹಾರ ನಾಗರಿಕ ಸರಬರಾಜು ಸಚಿವ ಕೆ.ಹೆಚ್.ಮುನಿಯಪ್ಪ ತಿಳಿಸಿದ್ದಾರೆ. [50, 315, 245, 387]
paragraph: ಲೋಕ ಕೋರ್ಟ್‌ಗಳ ಮೂಲಕ ಅಂತಹ ವಸ್ತುಗಳನ್ನು ಹೊಂದಿರುವುದು ಪತ್ತೆಯಾಗಿದೆ ಕಾರಣ, ಎಲ್ಲಾ ಮೆಟ್ರೋ ನಿಲ್ದಾಣಗಳಲ್ಲಿ ಪ್ಲಾಟ್‌ಫಾರ್ಮ್ ತಪಾಸಣೆಗಳನ್ನು ಜಾರಿಗೆ ತರಲು ಬಿಎಂಆರ್‌ಸಿಎಲ್ ನಿರ್ಧರಿಸಿದೆ. [852, 1541, 1034, 1612]
paragraph: ಎಂದು ಹೇಳಿದೆ. "ಪ್ಲಾಟ್‌ಫಾರ್ಮ್ ಸೆಕ್ಯುರಿಟಿ ಗಾರ್ಡ್‌ಗಳಿಗೆ ಅಂತಹ ಪ್ರಯಾಣಿಕರನ್ನು ಗುರುತಿಸಲು ಸೂಚಿಸಲಾಗಿದೆ. ಅವರ ಕೇಂದ್ರ, ಭದ್ರತಾ ಕಣ್ಗಾವಲು ಕೊಠಡಿಗೆ ಪ್ರಯಾಣಿಕರ ನಡವಳಿಕೆಯನ್ನು ಮೇಲ್ವಿಚಾರಣೆ ಮಾಡಲು ಮತ್ತು ಅಂತಹವುಗಳನ್ನು ವರದಿ ಮಾಡಲು ಸೂಚಿಸಲಾಗಿದೆ. ಸ್ವಚ್ಛತೆ ಮತ್ತು ಸುರಕ್ಷತೆಗಾಗಿ ಪ್ಲಾಟ್‌ಫಾರ್ಮ್ ಭದ್ರತಾ ಸಿಬ್ಬಂದಿಗೆ ವಿಶೇಷ ನಿಗಾ ವಹಿಸಲು ಸೂಚಿಸಲಾಗಿದೆ. [1044, 1255, 1230, 1370]
masthead-line-left [132, 133, 536, 138]
story3-bottom-col3 [446, 1396, 636, 1556]
paragraph: ಈ ಮೂಲಕ ಜಮ್ಮು-ಕಾಶ್ಮೀರ ಸರ್ಕಾರದೊಂದಿಗೆ ಸಂಪರ್ಕ ಸಾಧಿಸಲು ಜಿಲ್ಲಾಡಳಿತ ಮುಂದಾಗಿದೆ. [248, 1647, 430, 1674]
story2-photo-caption2: ಕನ್ನಡ, ಇಂಗ್ಲಿಷ್ ಮತ್ತು ಹಿಂದಿ ಭಾಷೆಯನ್ನು ಬೆಂಬಲಿಸುವ ಬಹುಭಾಷಾ ಐವಿಆರ್ ವ್ಯವಸ್ಥೆ ಮತ್ತು ಸಂಪರ್ಕ ಮಾಡಲು ಹೆಚ್ಚಿನ ಕ್ವೆರಿ ಸರಳಗೊಳ್ಳಲು ಸೇರಿವೆ. ಇದು ಹಣಕಾಸು, [442, 870, 627, 908]
paragraph: ಬೆಂಗಳೂರು: ಹೆಚ್ಚುವರಿ ಜೋಳ ಬೆಳೆಯುವ ಜಿಲ್ಲೆಗಳು ಹಾಗೂ ರಾಜ್ಯಾದ್ಯಂತ ಹಿಂಗಾರು ಹಂಗಾಮಿನ ಅವಧಿಯಲ್ಲಿ ಬೆಳೆಯಲಾದ ಹೆಚ್ಚುವರಿ ಜೋಳವನ್ನು [50, 269, 245, 311]
paragraph: ಮಾಜಿ ವಿಶ್ವನಾಥ ಸಚಿವರು, ಶಾಸಕರಾದ ಎಸ್.ಸುರೇಶ್ ಕುಮಾರ್ ಅವರು ಕ್ಯಾಂಡಲ್ ಲೈಟ್ ಮೌನ ಮೆರವಣಿಗೆಯಲ್ಲಿ ಭಾಗವಹಿಸಿ, ಹುತಾತ್ಮರಿಗೆ ಶ್ರದ್ಧಾಂಜಲಿ ಸಲ್ಲಿಸಿದರು. [852, 723, 1034, 780]
paragraph: ರಕ್ಷಣಾ ಸೇನಾಪಡೆ ಪತ್ತೆ ಹಚ್ಚಿದ್ದು, [452, 1647, 560, 1659]
paragraph: ವೈಜ್ಞಾನಿಕ ಮತ್ತು ಐತಿಹಾಸಿಕ ಮಹತ್ವದ ಈ ಕಟ್ಟಡವನ್ನು ಸಾರ್ವಜನಿಕರಿಗೆ ಪರಿಚಯಿಸುವ ಉದ್ದೇಶದಿಂದ ಪ್ರವಾಸೋದ್ಯಮ ಇಲಾಖೆಯ ಸಹಯೋಗದಲ್ಲಿ ಈ ಕಾರ್ಯಕ್ರಮವನ್ನು ಆಯೋಜಿಸಲಾಗಿದೆ. ಹೆಚ್ಚಿನ ಮಾಹಿತಿಗಾಗಿ ಅಧಿಕೃತ ವೆಬ್‌ಸೈಟ್‌ಗೆ ಭೇಟಿ ನೀಡಬಹುದು ಎಂದು ಅಧಿಕಾರಿಗಳು ತಿಳಿಸಿದ್ದಾರೆ. [634, 1296, 834, 1382]
paragraph: ಕಟ್ಟಡದ ಒಳಗೆ ಕರೆದೊಯ್ಯಲಾಗುತ್ತದೆ. ಪ್ರವಾಸಿ ಗೈಡ್ ಗಳು ಕಟ್ಟಡದ ಇತಿಹಾಸ ಮತ್ತು ಮಹತ್ವವನ್ನು ವಿವರಿಸುತ್ತಾರೆ. ವಿಧಾನಸೌಧದ ಮುಂಭಾಗ ಮತ್ತು ಉದ್ಯಾನದ ಪ್ರದೇಶಗಳನ್ನು ಪ್ರವಾಸಿಗರಿಗೆ ತೋರಿಸಲಾಗುತ್ತದೆ. ಆನ್‌ಲೈನ್ ಮೂಲಕ ಟಿಕೆಟ್ ಬುಕ್ ಮಾಡುವ ವ್ಯವಸ್ಥೆ ಕಲ್ಪಿಸಲಾಗಿದ್ದು, ಪ್ರವಾಸಿಗರು ತಮ್ಮ ಗುರುತಿನ ಚೀಟಿಯನ್ನು ಹೊಂದಿರಬೇಕು. ಪ್ರತಿ ಬ್ಯಾಚ್‌ನಲ್ಲಿ 20 ರಿಂದ 50 ರೂ.ಗಳನ್ನು ನಿಗದಿಪಡಿಸಿದ ಪ್ರಸ್ತಾವನೆಯನ್ನು ಸ್ಪೀಕರ್ ಖಾದರ್ [446, 1397, 636, 1526]
story2-headline: ಸೈಬರ್ ಅಪರಾಧ ಸಹಾಯವಾಣಿ 1930ಗೆ AI ನವೀಕರಣ [50, 594, 690, 634]
paragraph: ಪ್ರಸ್ತುತವಾಗಿ ಸಲ್ಲಿಸುವ ಕಾರ್ಯಕ್ರಮ. [866, 659, 985, 671]
paragraph: ಶಾಸಕರಾದ ಎಸ್.ಸುರೇಶ್ ಕುಮಾರ್ ರವರು ಮಾತನಾಡಿ ಜಮ್ಮು ಕಾಶ್ಮೀರದಲ್ಲಿ ಉಗ್ರರ ದಾಳಿ ನಂತರ ಪಹಲ್ಗಾಮ್ ದುರಂತದಲ್ಲಿ 27ಜನ ಹುತಾತ್ಮರಾದರು. [852, 784, 1034, 826]
story5-col2b [1044, 658, 1230, 918]
story3-bottom-col2 [248, 1396, 438, 1556]
